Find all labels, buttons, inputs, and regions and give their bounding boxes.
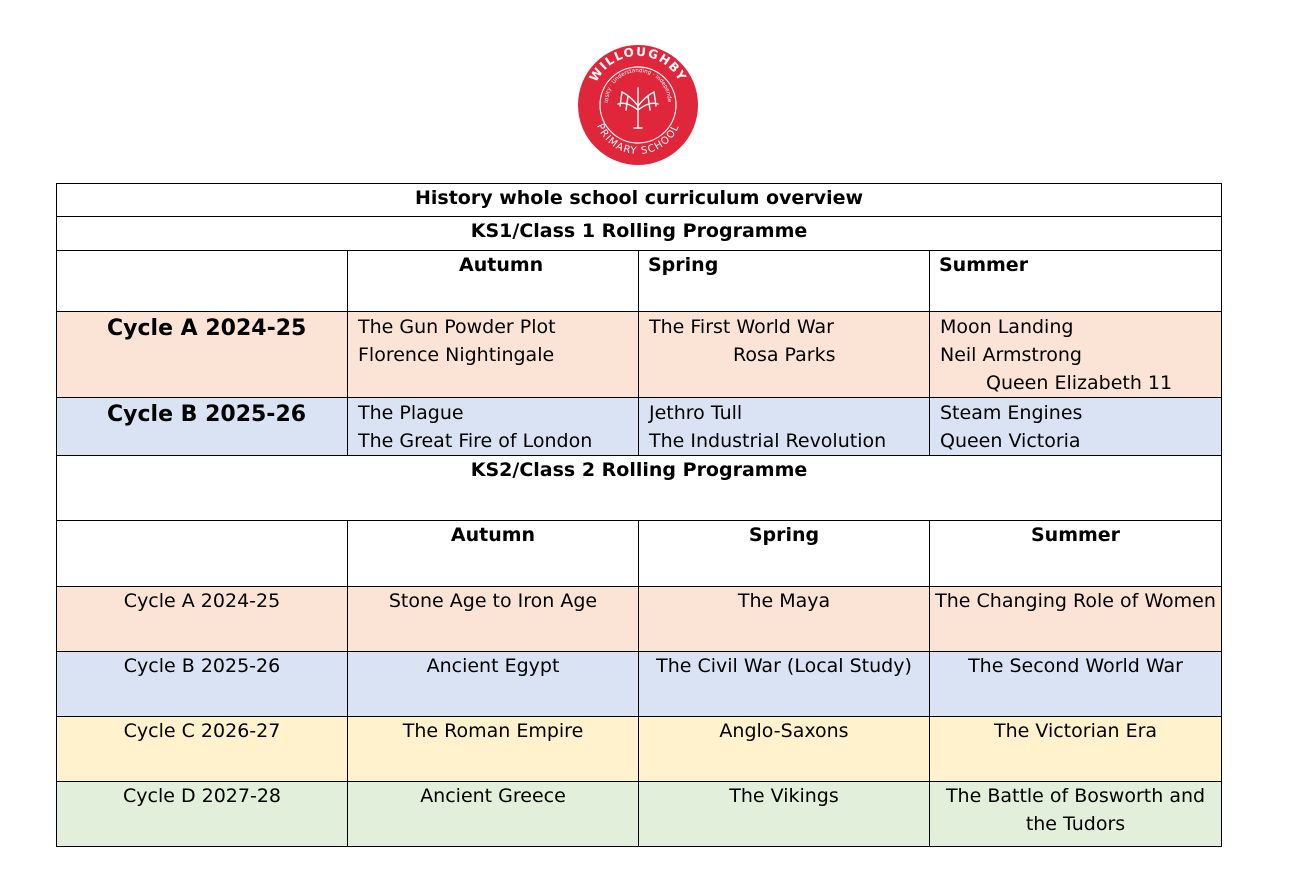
topic: Steam Engines <box>940 402 1083 424</box>
ks1-summer-cell <box>930 312 1222 398</box>
ks2-cycle-d-row <box>57 782 1222 847</box>
ks1-header-spring <box>639 251 930 312</box>
ks1-cycle-b-row <box>57 398 1222 456</box>
ks2-spring-cell: The Maya <box>639 587 930 652</box>
topic: Jethro Tull <box>649 402 743 424</box>
ks2-cycle-c-row <box>57 717 1222 782</box>
ks1-cycle-a-label: Cycle A 2024-25 <box>107 316 307 341</box>
curriculum-table <box>56 183 1222 847</box>
ks2-summer-cell: The Changing Role of Women <box>930 587 1222 652</box>
ks1-cycle-label <box>57 312 348 398</box>
topic: The Industrial Revolution <box>649 430 887 452</box>
topic: Rosa Parks <box>733 344 836 366</box>
ks2-header-summer: Summer <box>930 521 1222 587</box>
topic: Neil Armstrong <box>940 344 1082 366</box>
ks1-heading: KS1/Class 1 Rolling Programme <box>57 217 1222 251</box>
topic: Florence Nightingale <box>358 344 555 366</box>
ks2-autumn-cell: Stone Age to Iron Age <box>348 587 639 652</box>
ks2-header-blank <box>57 521 348 587</box>
ks1-header-summer <box>930 251 1222 312</box>
ks1-spring-cell <box>639 312 930 398</box>
ks1-header-spring-label: Spring <box>648 254 719 276</box>
school-logo <box>578 40 698 170</box>
ks2-cycle-label: Cycle A 2024-25 <box>57 587 348 652</box>
topic: Moon Landing <box>940 316 1074 338</box>
ks1-header-summer-label: Summer <box>939 254 1029 276</box>
topic: The Gun Powder Plot <box>358 316 556 338</box>
ks1-cycle-label <box>57 398 348 456</box>
ks2-cycle-a-row <box>57 587 1222 652</box>
ks1-autumn-cell <box>348 398 639 456</box>
ks2-cycle-b-row <box>57 652 1222 717</box>
ks2-header-spring: Spring <box>639 521 930 587</box>
ks2-summer-cell: The Battle of Bosworth and the Tudors <box>930 782 1222 847</box>
ks2-cycle-label: Cycle C 2026-27 <box>57 717 348 782</box>
ks2-spring-cell: The Vikings <box>639 782 930 847</box>
ks1-header-autumn <box>348 251 639 312</box>
svg-text:Curiosity · Understanding · In: iosity · Understanding · Independe <box>603 67 673 103</box>
ks2-autumn-cell: The Roman Empire <box>348 717 639 782</box>
topic: The Great Fire of London <box>358 430 593 452</box>
topic: Queen Victoria <box>940 430 1081 452</box>
svg-text:WILLOUGHBY: WILLOUGHBY <box>586 44 690 85</box>
ks1-header-blank <box>57 251 348 312</box>
topic: The First World War <box>649 316 834 338</box>
ks2-summer-cell: The Victorian Era <box>930 717 1222 782</box>
ks1-summer-cell <box>930 398 1222 456</box>
ks1-cycle-b-label: Cycle B 2025-26 <box>107 402 307 427</box>
ks1-spring-cell <box>639 398 930 456</box>
ks2-autumn-cell: Ancient Egypt <box>348 652 639 717</box>
ks2-summer-cell: The Second World War <box>930 652 1222 717</box>
page-title: History whole school curriculum overview <box>57 184 1222 217</box>
ks2-autumn-cell: Ancient Greece <box>348 782 639 847</box>
topic: Queen Elizabeth 11 <box>986 372 1173 394</box>
ks1-header-autumn-label: Autumn <box>459 254 544 276</box>
ks2-cycle-label: Cycle D 2027-28 <box>57 782 348 847</box>
ks2-header-autumn: Autumn <box>348 521 639 587</box>
ks1-cycle-a-row <box>57 312 1222 398</box>
ks2-heading: KS2/Class 2 Rolling Programme <box>57 456 1222 521</box>
ks2-cycle-label: Cycle B 2025-26 <box>57 652 348 717</box>
svg-text:PRIMARY SCHOOL: PRIMARY SCHOOL <box>594 122 682 158</box>
ks2-header-row <box>57 521 1222 587</box>
ks1-autumn-cell <box>348 312 639 398</box>
ks2-spring-cell: The Civil War (Local Study) <box>639 652 930 717</box>
topic: The Plague <box>358 402 464 424</box>
ks2-spring-cell: Anglo-Saxons <box>639 717 930 782</box>
ks1-header-row <box>57 251 1222 312</box>
